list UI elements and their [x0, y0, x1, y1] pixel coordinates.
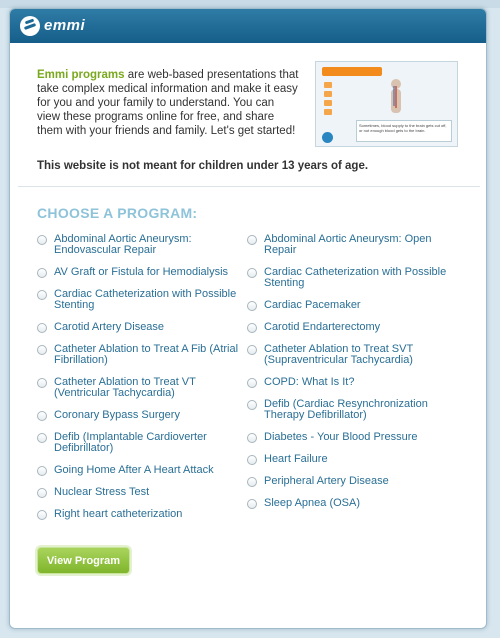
- program-preview-image: [315, 61, 458, 147]
- body-illustration-icon: [386, 78, 406, 118]
- divider: [18, 186, 480, 187]
- main-card: [9, 8, 487, 629]
- program-option[interactable]: Cardiac Pacemaker: [247, 300, 452, 311]
- preview-play-icon: [322, 132, 333, 143]
- radio-button[interactable]: [37, 510, 47, 520]
- radio-button[interactable]: [37, 411, 47, 421]
- radio-button[interactable]: [37, 488, 47, 498]
- radio-button[interactable]: [247, 301, 257, 311]
- radio-button[interactable]: [37, 378, 47, 388]
- radio-button[interactable]: [247, 477, 257, 487]
- logo-text: emmi: [44, 17, 86, 34]
- top-strip: [0, 0, 500, 8]
- radio-button[interactable]: [247, 345, 257, 355]
- emmi-logo-icon: [20, 16, 40, 36]
- radio-button[interactable]: [247, 499, 257, 509]
- program-option[interactable]: Carotid Endarterectomy: [247, 322, 452, 333]
- program-option[interactable]: Coronary Bypass Surgery: [37, 410, 242, 421]
- program-option[interactable]: Heart Failure: [247, 454, 452, 465]
- program-option[interactable]: Defib (Cardiac Resynchronization Therapy Defibrillator): [247, 399, 452, 421]
- radio-button[interactable]: [37, 345, 47, 355]
- intro-text: are web-based presentations that take complex medical information and make it easy for you and your family to understand. You can view these programs online for free, and share them with your friends and family. Let's get started!: [37, 69, 299, 137]
- program-option[interactable]: Right heart catheterization: [37, 509, 242, 520]
- program-option[interactable]: Carotid Artery Disease: [37, 322, 242, 333]
- program-option[interactable]: Catheter Ablation to Treat A Fib (Atrial Fibrillation): [37, 344, 242, 366]
- program-option[interactable]: Diabetes - Your Blood Pressure: [247, 432, 452, 443]
- radio-button[interactable]: [37, 290, 47, 300]
- radio-button[interactable]: [37, 323, 47, 333]
- radio-button[interactable]: [247, 400, 257, 410]
- program-option[interactable]: Nuclear Stress Test: [37, 487, 242, 498]
- program-option[interactable]: Sleep Apnea (OSA): [247, 498, 452, 509]
- age-warning: This website is not meant for children under 13 years of age.: [37, 160, 369, 172]
- intro-brand: Emmi programs: [37, 69, 125, 81]
- radio-button[interactable]: [37, 268, 47, 278]
- section-title: CHOOSE A PROGRAM:: [37, 205, 198, 221]
- radio-button[interactable]: [247, 433, 257, 443]
- program-option[interactable]: Defib (Implantable Cardioverter Defibrillator): [37, 432, 242, 454]
- radio-button[interactable]: [37, 466, 47, 476]
- program-option[interactable]: Going Home After A Heart Attack: [37, 465, 242, 476]
- radio-button[interactable]: [247, 455, 257, 465]
- program-option[interactable]: Peripheral Artery Disease: [247, 476, 452, 487]
- program-option[interactable]: Catheter Ablation to Treat VT (Ventricular Tachycardia): [37, 377, 242, 399]
- program-option[interactable]: Catheter Ablation to Treat SVT (Supraventricular Tachycardia): [247, 344, 452, 366]
- intro-paragraph: [37, 68, 300, 138]
- program-option[interactable]: Abdominal Aortic Aneurysm: Open Repair: [247, 234, 452, 256]
- program-option[interactable]: Abdominal Aortic Aneurysm: Endovascular Repair: [37, 234, 242, 256]
- preview-caption: Sometimes, blood supply to the brain gets cut off, or not enough blood gets to the brain.: [356, 120, 452, 142]
- radio-button[interactable]: [37, 433, 47, 443]
- radio-button[interactable]: [247, 323, 257, 333]
- preview-title-bar: [322, 67, 382, 76]
- view-program-button[interactable]: View Program: [37, 547, 130, 574]
- program-option[interactable]: Cardiac Catheterization with Possible Stenting: [247, 267, 452, 289]
- radio-button[interactable]: [37, 235, 47, 245]
- program-option[interactable]: AV Graft or Fistula for Hemodialysis: [37, 267, 242, 278]
- radio-button[interactable]: [247, 235, 257, 245]
- preview-side-menu: [324, 82, 332, 122]
- program-option[interactable]: Cardiac Catheterization with Possible Stenting: [37, 289, 242, 311]
- program-option[interactable]: COPD: What Is It?: [247, 377, 452, 388]
- header-bar: [10, 9, 486, 43]
- radio-button[interactable]: [247, 268, 257, 278]
- radio-button[interactable]: [247, 378, 257, 388]
